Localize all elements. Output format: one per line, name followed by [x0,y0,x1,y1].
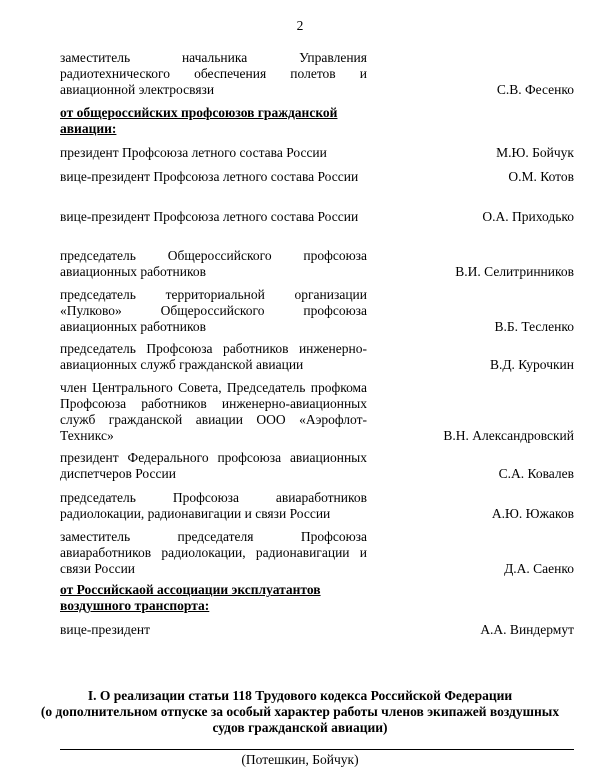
attendee-entry [60,287,574,335]
attendee-position: президент Профсоюза летного состава России [60,145,327,160]
attendee-entry [60,145,574,161]
attendee-entry [60,341,574,373]
attendee-name: В.И. Селитринников [455,264,574,279]
attendee-name: В.Н. Александровский [443,428,574,443]
attendee-entry [60,450,574,482]
attendee-position: председатель территориальной организации «Пулково» Общероссийского профсоюза авиационных работников [60,287,367,334]
attendee-position: председатель Общероссийского профсоюза авиационных работников [60,248,367,279]
attendee-position: вице-президент Профсоюза летного состава России [60,169,359,184]
page-number: 2 [296,18,304,33]
attendee-name: С.В. Фесенко [496,82,574,97]
org-heading-air-transport-operators: от Российскаой ассоциации эксплуатантов воздушного транспорта: [60,582,321,613]
attendee-entry [60,490,574,522]
agenda-item-title: I. О реализации статьи 118 Трудового кодекса Российской Федерации [87,688,513,703]
attendee-position: председатель Профсоюза работников инженерно-авиационных служб гражданской авиации [60,341,367,372]
attendee-name: В.Д. Курочкин [489,357,574,372]
divider-line [60,749,574,750]
attendee-name: С.А. Ковалев [498,466,574,481]
attendee-entry [60,248,574,280]
attendee-name: А.А. Виндермут [480,622,574,637]
attendee-name: Д.А. Саенко [504,561,574,576]
attendee-entry [60,529,574,577]
attendee-name: А.Ю. Южаков [491,506,574,521]
attendee-position: заместитель начальника Управления радиотехнического обеспечения полетов и авиационной электросвязи [60,50,367,97]
attendee-entry [60,209,574,225]
org-heading-civil-aviation-unions: от общероссийских профсоюзов гражданской авиации: [60,105,338,136]
attendee-position: член Центрального Совета, Председатель профкома Профсоюза работников инженерно-авиационных служб гражданской авиации ООО «Аэрофлот-Техникс» [60,380,367,443]
attendee-entry [60,622,574,638]
attendee-name: О.М. Котов [508,169,574,184]
agenda-item [40,688,560,736]
speakers-note: (Потешкин, Бойчук) [241,752,359,767]
attendee-entry [60,169,574,185]
attendee-name: О.А. Приходько [482,209,574,224]
agenda-item-subtitle: (о дополнительном отпуске за особый характер работы членов экипажей воздушных судов гражданской авиации) [40,704,560,735]
attendee-name: В.Б. Тесленко [494,319,574,334]
attendee-position: президент Федерального профсоюза авиационных диспетчеров России [60,450,367,481]
attendee-position: вице-президент Профсоюза летного состава России [60,209,359,224]
attendee-position: вице-президент [60,622,150,637]
attendee-position: председатель Профсоюза авиаработников радиолокации, радионавигации и связи России [60,490,367,521]
attendee-position: заместитель председателя Профсоюза авиаработников радиолокации, радионавигации и связи России [60,529,367,576]
attendee-name: М.Ю. Бойчук [496,145,574,160]
attendee-entry [60,380,574,444]
attendee-entry [60,50,574,98]
